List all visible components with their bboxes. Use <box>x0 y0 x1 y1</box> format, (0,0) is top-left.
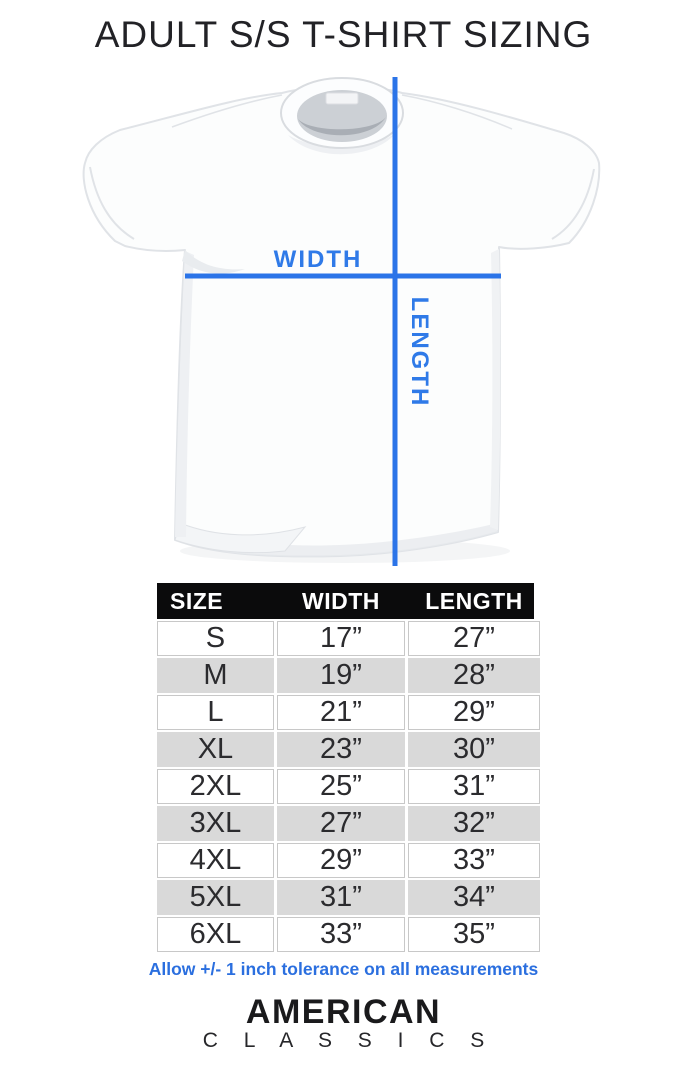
brand-name: AMERICAN <box>245 993 442 1031</box>
width-cell: 25” <box>277 769 405 804</box>
table-row <box>157 695 534 730</box>
length-cell: 33” <box>408 843 540 878</box>
width-cell: 33” <box>277 917 405 952</box>
length-cell: 29” <box>408 695 540 730</box>
table-row <box>157 621 534 656</box>
table-row <box>157 732 534 767</box>
width-cell: 23” <box>277 732 405 767</box>
width-label: WIDTH <box>273 246 363 273</box>
tolerance-note: Allow +/- 1 inch tolerance on all measurements <box>148 959 539 979</box>
header-size: SIZE <box>170 587 224 614</box>
width-cell: 27” <box>277 806 405 841</box>
width-cell: 29” <box>277 843 405 878</box>
brand-subname: C L A S S I C S <box>202 1029 495 1052</box>
size-table-header <box>157 583 534 619</box>
table-row <box>157 658 534 693</box>
table-row <box>157 880 534 915</box>
length-cell: 31” <box>408 769 540 804</box>
header-length: LENGTH <box>425 587 523 614</box>
size-cell: 6XL <box>157 917 274 952</box>
length-cell: 35” <box>408 917 540 952</box>
tshirt-illustration <box>60 75 620 575</box>
size-cell: M <box>157 658 274 693</box>
size-cell: 2XL <box>157 769 274 804</box>
table-row <box>157 769 534 804</box>
size-cell: XL <box>157 732 274 767</box>
size-cell: S <box>157 621 274 656</box>
length-cell: 27” <box>408 621 540 656</box>
width-cell: 19” <box>277 658 405 693</box>
width-cell: 17” <box>277 621 405 656</box>
width-cell: 21” <box>277 695 405 730</box>
size-table-body <box>157 621 534 952</box>
table-row <box>157 917 534 952</box>
tshirt-diagram <box>60 75 620 575</box>
size-cell: 5XL <box>157 880 274 915</box>
length-cell: 34” <box>408 880 540 915</box>
table-row <box>157 843 534 878</box>
length-cell: 30” <box>408 732 540 767</box>
width-cell: 31” <box>277 880 405 915</box>
size-cell: L <box>157 695 274 730</box>
header-width: WIDTH <box>302 587 380 614</box>
size-table <box>157 583 534 952</box>
page-title: ADULT S/S T-SHIRT SIZING <box>94 14 593 55</box>
length-cell: 28” <box>408 658 540 693</box>
shirt-body <box>84 87 600 556</box>
length-label: LENGTH <box>406 296 433 408</box>
size-cell: 4XL <box>157 843 274 878</box>
size-cell: 3XL <box>157 806 274 841</box>
shirt-collar <box>281 78 403 148</box>
length-cell: 32” <box>408 806 540 841</box>
table-row <box>157 806 534 841</box>
